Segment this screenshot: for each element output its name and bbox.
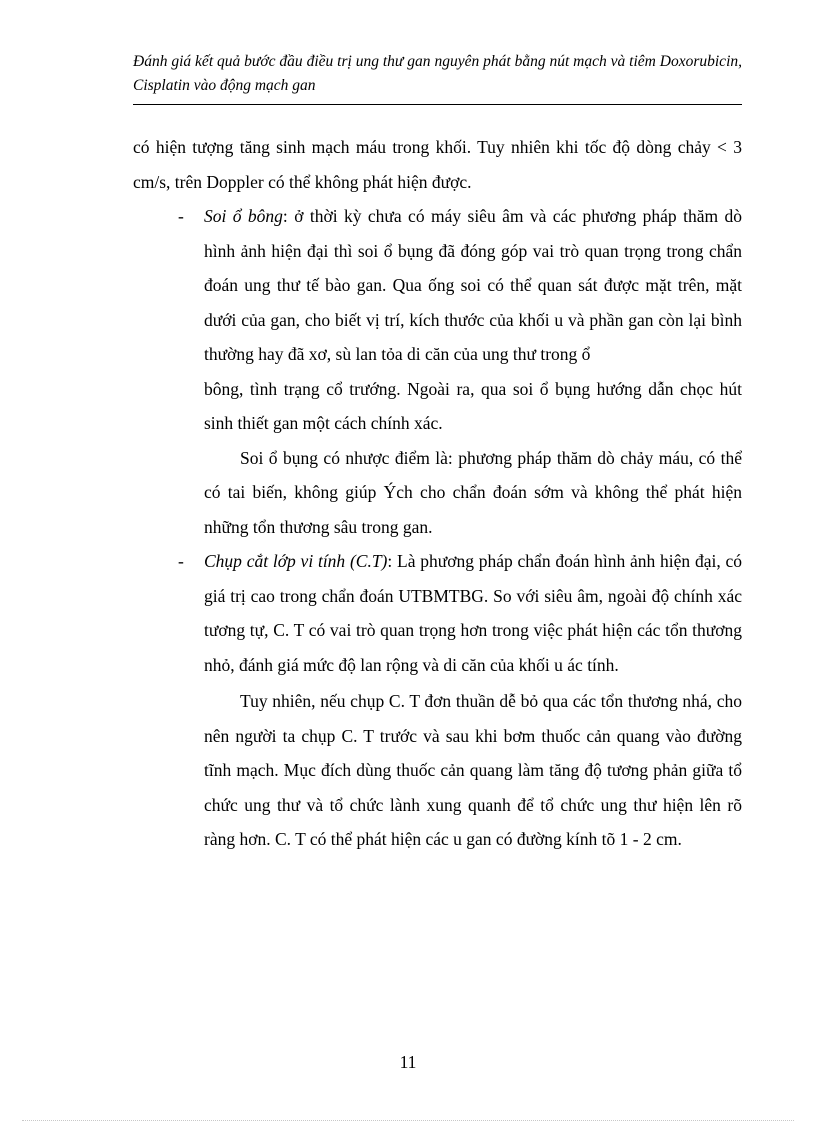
header-rule	[133, 104, 742, 105]
bullet-dash: -	[178, 206, 184, 226]
ct-note: Tuy nhiên, nếu chụp C. T đơn thuần dễ bỏ qua các tổn thương nhá, cho nên người ta chụp C. T trước và sau khi bơm thuốc cản quang vào đường tĩnh mạch. Mục đích dùng thuốc cản quang làm tăng độ tương phản giữa tổ chức ung thư và tổ chức lành xung quanh để tổ chức ung thư hiện lên rõ ràng hơn. C. T có thể phát hiện các u gan có đường kính tõ 1 - 2 cm.	[204, 691, 742, 849]
bullet-ct	[133, 544, 742, 682]
bullet-laparoscopy	[133, 199, 742, 372]
laparoscopy-text: : ở thời kỳ chưa có máy siêu âm và các phương pháp thăm dò hình ảnh hiện đại thì soi ổ bụng đã đóng góp vai trò quan trọng trong chẩn đoán ung thư tế bào gan. Qua ống soi có thể quan sát được mặt trên, mặt dưới của gan, cho biết vị trí, kích thước của khối u và phần gan còn lại bình thường hay đã xơ, sù lan tỏa di căn của ung thư trong ổ	[204, 206, 742, 364]
bullet-dash: -	[178, 551, 184, 571]
header-title: Đánh giá kết quả bước đầu điều trị ung thư gan nguyên phát bằng nút mạch và tiêm Doxorubicin, Cisplatin vào động mạch gan	[133, 53, 742, 94]
laparoscopy-drawback: Soi ổ bụng có nhược điểm là: phương pháp thăm dò chảy máu, có thể có tai biến, không giúp Ých cho chẩn đoán sớm và không thể phát hiện những tổn thương sâu trong gan.	[204, 447, 742, 537]
laparoscopy-term: Soi ổ bông	[204, 206, 283, 226]
ct-text: : Là phương pháp chẩn đoán hình ảnh hiện đại, có giá trị cao trong chẩn đoán UTBMTBG. So với siêu âm, ngoài độ chính xác tương tự, C. T có vai trò quan trọng hơn trong việc phát hiện các tổn thương nhỏ, đánh giá mức độ lan rộng và di căn của khối u ác tính.	[204, 551, 742, 675]
ct-term: Chụp cắt lớp vi tính (C.T)	[204, 551, 388, 571]
running-header	[133, 50, 742, 98]
page-number: 11	[399, 1052, 417, 1072]
intro-paragraph: có hiện tượng tăng sinh mạch máu trong khối. Tuy nhiên khi tốc độ dòng chảy < 3 cm/s, trên Doppler có thể không phát hiện được.	[133, 137, 742, 192]
page-edge-divider	[22, 1120, 794, 1121]
page-body	[133, 130, 742, 857]
laparoscopy-continuation: bông, tình trạng cổ trướng. Ngoài ra, qua soi ổ bụng hướng dẫn chọc hút sinh thiết gan một cách chính xác.	[204, 378, 742, 433]
